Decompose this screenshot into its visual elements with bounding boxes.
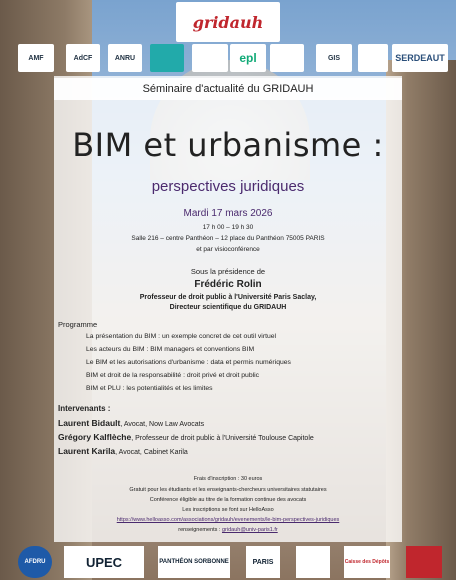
fees-line: Gratuit pour les étudiants et les enseignants-chercheurs universitaires statutaires: [129, 487, 327, 493]
programme-item: La présentation du BIM : un exemple concret de cet outil virtuel: [86, 333, 277, 340]
footer-logo-afdru[interactable]: AFDRU: [18, 546, 52, 578]
speaker-name: Laurent Karila: [58, 446, 116, 456]
speakers-label: Intervenants :: [58, 404, 111, 413]
speaker-item: [58, 418, 204, 428]
programme-label: Programme: [58, 320, 98, 329]
programme-item: Le BIM et les autorisations d'urbanisme : data et permis numériques: [86, 359, 291, 366]
fees-line: Frais d'inscription : 30 euros: [193, 476, 263, 482]
fees-line: Conférence éligible au titre de la formation continue des avocats: [149, 497, 307, 503]
event-date: Mardi 17 mars 2026: [183, 208, 273, 219]
page-title: BIM et urbanisme :: [72, 126, 384, 164]
presidency-label: Sous la présidence de: [190, 267, 266, 276]
speaker-item: [58, 432, 314, 442]
page-subtitle: perspectives juridiques: [151, 178, 305, 195]
fees-line: Les inscriptions se font sur HelloAsso: [182, 507, 274, 513]
speaker-role: , Avocat, Now Law Avocats: [120, 421, 205, 428]
footer-logo-8[interactable]: [406, 546, 442, 578]
presidency-name: Frédéric Rolin: [194, 279, 262, 290]
footer-logo-5[interactable]: [296, 546, 330, 578]
speaker-name: Grégory Kalflèche: [58, 432, 132, 442]
speaker-name: Laurent Bidault: [58, 418, 121, 428]
footer-logo-caisse-depots[interactable]: Caisse des Dépôts: [344, 546, 390, 578]
event-venue: Salle 216 – centre Panthéon – 12 place du Panthéon 75005 PARIS: [131, 235, 325, 242]
contact-email-link[interactable]: gridauh@univ-paris1.fr: [221, 527, 278, 533]
programme-item: BIM et PLU : les potentialités et les limites: [86, 385, 213, 392]
speaker-item: [58, 446, 188, 456]
presidency-role-line2: Directeur scientifique du GRIDAUH: [169, 304, 287, 311]
partner-logo-9[interactable]: [358, 44, 388, 72]
presidency-role: [54, 293, 402, 313]
helloasso-link[interactable]: https://www.helloasso.com/associations/gridauh/evenements/le-bim-perspectives-juridiques: [116, 517, 340, 523]
event-time: 17 h 00 – 19 h 30: [202, 224, 254, 231]
contact-line: [54, 527, 402, 533]
partner-logo-4[interactable]: [150, 44, 184, 72]
partner-logos: [0, 44, 456, 76]
partner-logo-amf[interactable]: AMF: [18, 44, 54, 72]
event-visio: et par visioconférence: [196, 246, 260, 253]
registration-link[interactable]: [54, 517, 402, 523]
footer-logo-paris[interactable]: PARIS: [246, 546, 280, 578]
gridauh-logo[interactable]: gridauh: [176, 2, 280, 42]
partner-logo-adcf[interactable]: AdCF: [66, 44, 100, 72]
seminar-banner: Séminaire d'actualité du GRIDAUH: [54, 78, 402, 100]
footer-logos: [0, 544, 456, 580]
partner-logo-serdeaut[interactable]: SERDEAUT: [392, 44, 448, 72]
partner-logo-7[interactable]: [270, 44, 304, 72]
partner-logo-5[interactable]: [192, 44, 228, 72]
partner-logo-anru[interactable]: ANRU: [108, 44, 142, 72]
programme-item: BIM et droit de la responsabilité : droit privé et droit public: [86, 372, 260, 379]
partner-logo-gis[interactable]: GIS: [316, 44, 352, 72]
header-logos: [0, 0, 456, 80]
footer-logo-pantheon-sorbonne[interactable]: PANTHÉON SORBONNE: [158, 546, 230, 578]
programme-item: Les acteurs du BIM : BIM managers et conventions BIM: [86, 346, 255, 353]
footer-logo-upec[interactable]: UPEC: [64, 546, 144, 578]
presidency-role-line1: Professeur de droit public à l'Université Paris Saclay,: [139, 294, 317, 301]
speaker-role: , Professeur de droit public à l'Université Toulouse Capitole: [131, 435, 314, 442]
contact-label: renseignements :: [178, 527, 222, 533]
speaker-role: , Avocat, Cabinet Karila: [115, 449, 188, 456]
partner-logo-epl[interactable]: epl: [230, 44, 266, 72]
